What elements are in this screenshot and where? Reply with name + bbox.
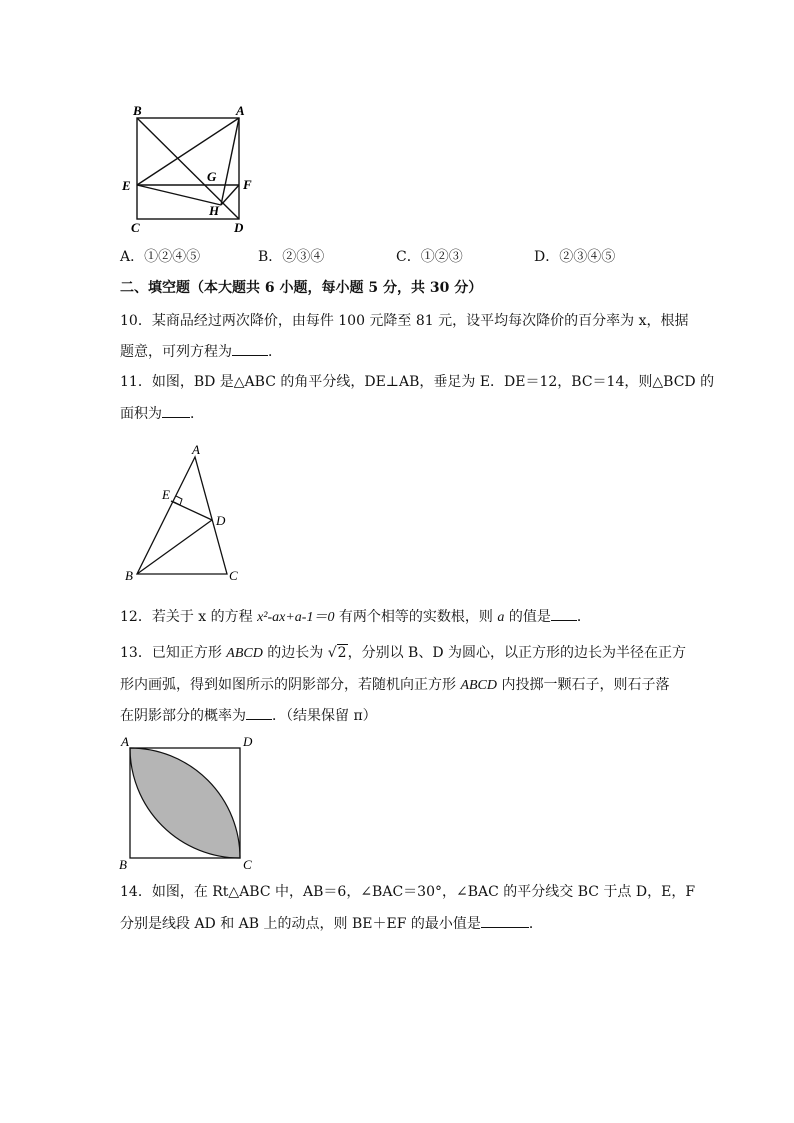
option-c-letter: C． xyxy=(396,249,421,265)
option-b-letter: B． xyxy=(258,249,283,265)
q13-line1 xyxy=(120,643,686,664)
q11-line2 xyxy=(120,403,680,424)
q13-line3-prefix: 在阴影部分的概率为 xyxy=(120,708,246,724)
fig1-line-ea xyxy=(137,118,239,185)
fig1-label-b: B xyxy=(133,103,142,118)
fig3-shaded-lens xyxy=(130,748,240,858)
q10-line2 xyxy=(120,341,680,362)
fig1-label-g: G xyxy=(207,169,217,184)
option-c[interactable] xyxy=(396,248,463,266)
fig3-label-a: A xyxy=(121,734,129,749)
figure-q11-triangle xyxy=(115,438,255,586)
q12-middle: 有两个相等的实数根，则 xyxy=(334,609,498,625)
fig2-label-c: C xyxy=(229,568,238,583)
q13-line1-var: ABCD xyxy=(226,646,263,661)
q12-answer-blank[interactable] xyxy=(551,606,577,621)
fig1-label-d: D xyxy=(234,220,244,235)
q12-var: a xyxy=(497,610,505,625)
fig3-label-d: D xyxy=(243,734,253,749)
figure-q13-square xyxy=(115,730,265,872)
fig1-line-ah xyxy=(221,118,239,205)
fig1-label-a: A xyxy=(236,103,245,118)
fig3-label-b: B xyxy=(119,857,127,872)
q13-line2-suffix: 内投掷一颗石子，则石子落 xyxy=(497,677,670,693)
q13-sqrt xyxy=(328,643,348,663)
q11-answer-blank[interactable] xyxy=(162,403,190,418)
q10-line1: 10．某商品经过两次降价，由每件 100 元降至 81 元，设平均每次降价的百分率为 x，根据 xyxy=(120,313,689,329)
q10-line2-prefix: 题意，可列方程为 xyxy=(120,344,232,360)
option-a-letter: A． xyxy=(120,249,145,265)
q11-line2-prefix: 面积为 xyxy=(120,406,162,422)
q13-line1-mid: 的边长为 xyxy=(262,645,328,661)
q12-line xyxy=(120,606,680,628)
q13-sqrt-symbol: √ xyxy=(327,645,337,661)
q12-prefix: 12．若关于 x 的方程 xyxy=(120,609,258,625)
q13-answer-blank[interactable] xyxy=(246,705,272,720)
option-d-text: ②③④⑤ xyxy=(559,249,616,265)
fig1-label-e: E xyxy=(122,178,131,193)
q14-line2 xyxy=(120,913,680,934)
q14-answer-blank[interactable] xyxy=(481,913,529,928)
option-a[interactable] xyxy=(120,248,200,266)
fig2-label-b: B xyxy=(125,568,133,583)
section-title: 二、填空题（本大题共 6 小题，每小题 5 分，共 30 分） xyxy=(120,280,483,296)
q13-line3 xyxy=(120,705,680,726)
q13-line2 xyxy=(120,675,680,696)
q13-sqrt-radicand: 2 xyxy=(337,645,347,661)
fig2-triangle-abc xyxy=(137,457,227,574)
fig2-label-d: D xyxy=(216,513,226,528)
q11-line1: 11．如图，BD 是△ABC 的角平分线，DE⊥AB，垂足为 E．DE＝12，BC＝14，则△BCD 的 xyxy=(120,374,715,390)
q12-equation: x²-ax+a-1＝0 xyxy=(257,610,335,625)
fig1-label-c: C xyxy=(131,220,140,235)
fig2-label-e: E xyxy=(162,487,170,502)
fig3-label-c: C xyxy=(243,857,252,872)
q12-suffix-before-blank: 的值是 xyxy=(504,609,551,625)
option-d-letter: D． xyxy=(534,249,560,265)
q13-line3-suffix: ．（结果保留 π） xyxy=(272,708,377,724)
option-c-text: ①②③ xyxy=(420,249,463,265)
q10-line2-suffix: ． xyxy=(268,344,282,360)
option-b[interactable] xyxy=(258,248,324,266)
fig2-line-bd xyxy=(137,520,212,574)
q13-line2-var: ABCD xyxy=(460,678,498,693)
q13-line1-prefix: 13．已知正方形 xyxy=(120,645,227,661)
option-d[interactable] xyxy=(534,248,615,266)
q14-line1: 14．如图，在 Rt△ABC 中，AB＝6，∠BAC＝30°，∠BAC 的平分线交 BC 于点 D，E，F xyxy=(120,884,696,900)
fig1-label-f: F xyxy=(243,177,252,192)
q13-line2-prefix: 形内画弧，得到如图所示的阴影部分，若随机向正方形 xyxy=(120,677,461,693)
q10-answer-blank[interactable] xyxy=(232,341,268,356)
figure-square-diagonals xyxy=(115,100,265,240)
fig1-label-h: H xyxy=(209,203,220,218)
fig1-diagonal-bd xyxy=(137,118,239,219)
option-a-text: ①②④⑤ xyxy=(144,249,201,265)
q14-line2-prefix: 分别是线段 AD 和 AB 上的动点，则 BE＋EF 的最小值是 xyxy=(120,916,481,932)
q13-line1-suffix: ，分别以 B、D 为圆心，以正方形的边长为半径在正方 xyxy=(347,645,686,661)
q11-line2-suffix: ． xyxy=(190,406,204,422)
fig2-label-a: A xyxy=(192,442,200,457)
q12-suffix: ． xyxy=(576,609,591,625)
option-b-text: ②③④ xyxy=(282,249,325,265)
q14-line2-suffix: ． xyxy=(528,916,543,932)
